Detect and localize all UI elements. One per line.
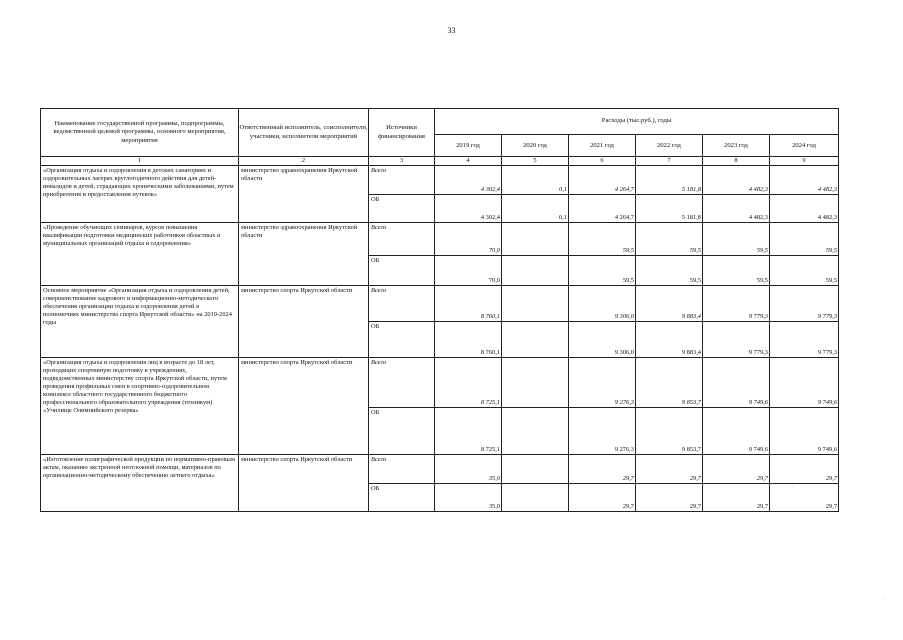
total-value: 59,5	[770, 223, 839, 256]
source-total-label: Всего	[369, 166, 435, 195]
scan-speck: ·	[884, 596, 886, 602]
source-total-label: Всего	[369, 455, 435, 484]
ob-value: 8 725,1	[435, 408, 502, 455]
column-number: 5	[502, 157, 569, 166]
total-value: 8 725,1	[435, 358, 502, 408]
total-value: 29,7	[636, 455, 703, 484]
total-value: 29,7	[703, 455, 770, 484]
ob-value	[502, 484, 569, 512]
page-number: 33	[447, 26, 456, 35]
source-ob-label: ОБ	[369, 484, 435, 512]
total-value: 59,5	[569, 223, 636, 256]
total-value: 9 779,3	[770, 286, 839, 322]
ob-value: 9 749,6	[770, 408, 839, 455]
ob-value: 29,7	[703, 484, 770, 512]
source-ob-label: ОБ	[369, 322, 435, 358]
total-value: 59,5	[636, 223, 703, 256]
source-ob-label: ОБ	[369, 256, 435, 286]
activity-name: «Изготовление полиграфической продукции по нормативно-правовым актам, оказанию экстренной неотложной помощи, материалов по организационно-методическому обеспечению летнего отдыха»	[41, 455, 239, 512]
header-year: 2020 год	[502, 135, 569, 157]
ob-value: 4 482,3	[703, 195, 770, 223]
header-expenses: Расходы (тыс.руб.), годы	[435, 109, 839, 135]
header-year: 2024 год	[770, 135, 839, 157]
ob-value: 4 264,7	[569, 195, 636, 223]
total-value: 59,5	[703, 223, 770, 256]
total-value: 9 853,7	[636, 358, 703, 408]
column-number: 3	[369, 157, 435, 166]
ob-value: 70,0	[435, 256, 502, 286]
source-total-label: Всего	[369, 223, 435, 256]
total-value	[502, 223, 569, 256]
column-number-row	[41, 157, 839, 166]
source-ob-label: ОБ	[369, 195, 435, 223]
responsible-executor: министерство спорта Иркутской области	[239, 358, 369, 455]
total-value: 4 482,3	[770, 166, 839, 195]
responsible-executor: министерство здравоохранения Иркутской области	[239, 166, 369, 223]
scan-speck: ·	[792, 484, 794, 490]
total-value: 9 749,6	[770, 358, 839, 408]
table-row-total	[41, 166, 839, 195]
ob-value: 5 181,8	[636, 195, 703, 223]
ob-value: 8 760,1	[435, 322, 502, 358]
total-value: 35,0	[435, 455, 502, 484]
source-total-label: Всего	[369, 358, 435, 408]
responsible-executor: министерство спорта Иркутской области	[239, 455, 369, 512]
column-number: 4	[435, 157, 502, 166]
header-year: 2021 год	[569, 135, 636, 157]
column-number: 2	[239, 157, 369, 166]
activity-name: «Организация отдыха и оздоровления лиц в возрасте до 18 лет, проходящих спортивную подготовку в учреждениях, подведомственных министерству спорта Иркутской области, путем проведения профильных смен в спортивно-оздоровительном комплексе областного государственного бюджетного профессионального образовательного учреждения (техникум) «Училище Олимпийского резерва»	[41, 358, 239, 455]
ob-value: 4 482,3	[770, 195, 839, 223]
responsible-executor: министерство здравоохранения Иркутской области	[239, 223, 369, 286]
header-name: Наименование государственной программы, подпрограммы, ведомственной целевой программы, основного мероприятия, мероприятия	[41, 109, 239, 157]
column-number: 9	[770, 157, 839, 166]
activity-name: «Проведение обучающих семинаров, курсов повышения квалификации подготовки медицинских работников областных и муниципальных организаций отдыха и оздоровления»	[41, 223, 239, 286]
total-value: 4 302,4	[435, 166, 502, 195]
total-value: 29,7	[569, 455, 636, 484]
ob-value: 9 853,7	[636, 408, 703, 455]
ob-value: 59,5	[703, 256, 770, 286]
column-number: 6	[569, 157, 636, 166]
table-row-total	[41, 286, 839, 322]
activity-name: «Организация отдыха и оздоровления в детских санаториях и оздоровительных лагерях круглогодичного действия для детей-инвалидов и детей, страдающих хроническими заболеваниями, путем приобретения и предоставления путевок»	[41, 166, 239, 223]
total-value: 4 482,3	[703, 166, 770, 195]
header-year: 2022 год	[636, 135, 703, 157]
total-value: 0,1	[502, 166, 569, 195]
responsible-executor: министерство спорта Иркутской области	[239, 286, 369, 358]
column-number: 8	[703, 157, 770, 166]
header-row-1	[41, 109, 839, 135]
ob-value: 59,5	[569, 256, 636, 286]
ob-value: 59,5	[636, 256, 703, 286]
total-value: 9 306,0	[569, 286, 636, 322]
ob-value: 9 749,6	[703, 408, 770, 455]
ob-value: 9 306,0	[569, 322, 636, 358]
total-value: 5 181,8	[636, 166, 703, 195]
header-year: 2023 год	[703, 135, 770, 157]
header-responsible: Ответственный исполнитель, соисполнители, участники, исполнители мероприятий	[239, 109, 369, 157]
ob-value	[502, 408, 569, 455]
total-value	[502, 286, 569, 322]
column-number: 1	[41, 157, 239, 166]
table-row-total	[41, 455, 839, 484]
ob-value: 29,7	[770, 484, 839, 512]
ob-value	[502, 256, 569, 286]
table-row-total	[41, 358, 839, 408]
budget-table	[40, 108, 839, 512]
ob-value: 35,0	[435, 484, 502, 512]
total-value: 29,7	[770, 455, 839, 484]
ob-value: 4 302,4	[435, 195, 502, 223]
ob-value: 59,5	[770, 256, 839, 286]
ob-value: 9 276,3	[569, 408, 636, 455]
ob-value: 29,7	[636, 484, 703, 512]
total-value: 9 779,3	[703, 286, 770, 322]
ob-value: 9 883,4	[636, 322, 703, 358]
source-total-label: Всего	[369, 286, 435, 322]
ob-value	[502, 322, 569, 358]
total-value: 9 276,3	[569, 358, 636, 408]
total-value	[502, 455, 569, 484]
ob-value: 9 779,3	[703, 322, 770, 358]
source-ob-label: ОБ	[369, 408, 435, 455]
total-value: 9 749,6	[703, 358, 770, 408]
total-value: 9 883,4	[636, 286, 703, 322]
activity-name: Основное мероприятие «Организация отдыха и оздоровления детей, совершенствование кадрового и информационно-методического обеспечения организации отдыха и оздоровления детей в полномочиях министерства спорта Иркутской области» на 2019-2024 годы	[41, 286, 239, 358]
ob-value: 29,7	[569, 484, 636, 512]
table-row-total	[41, 223, 839, 256]
ob-value: 0,1	[502, 195, 569, 223]
ob-value: 9 779,3	[770, 322, 839, 358]
total-value	[502, 358, 569, 408]
total-value: 70,0	[435, 223, 502, 256]
header-source: Источники финансирования	[369, 109, 435, 157]
header-year: 2019 год	[435, 135, 502, 157]
total-value: 4 264,7	[569, 166, 636, 195]
column-number: 7	[636, 157, 703, 166]
total-value: 8 760,1	[435, 286, 502, 322]
